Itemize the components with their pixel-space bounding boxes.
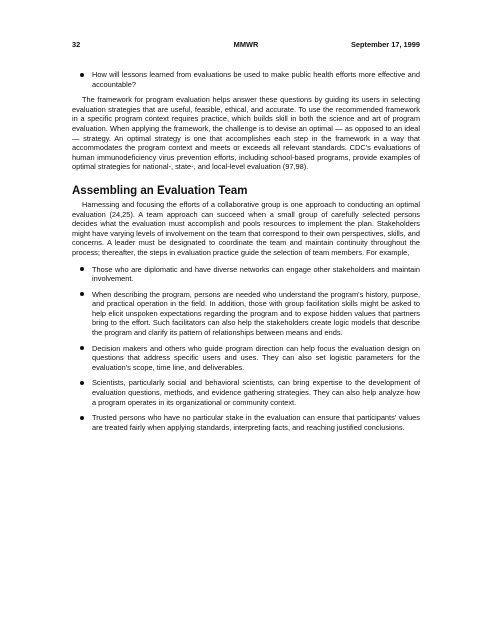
list-item-text: Scientists, particularly social and behavioral scientists, can bring expertise to the development of evaluation questions, methods, and evidence gathering strategies. They can also help analyze how a program operates in its organizational or community context. xyxy=(92,378,420,407)
list-item xyxy=(72,413,420,432)
list-item xyxy=(72,290,420,338)
issue-date: September 17, 1999 xyxy=(350,40,420,49)
bullet-icon xyxy=(80,416,84,420)
list-item xyxy=(72,70,420,89)
section-heading: Assembling an Evaluation Team xyxy=(72,184,248,197)
journal-name: MMWR xyxy=(233,40,259,49)
page-number: 32 xyxy=(72,40,81,49)
bullet-icon xyxy=(80,346,84,350)
body-text xyxy=(72,70,420,438)
bullet-icon xyxy=(80,267,84,271)
bullet-icon xyxy=(80,73,84,77)
paragraph: Harnessing and focusing the efforts of a collaborative group is one approach to conducting an optimal evaluation (24,25). A team approach can succeed when a small group of carefully selected persons decides what the evaluation must accomplish and pools resources to implement the plan. Stakeholders might have varying levels of involvement on the team that correspond to their own perspectives, skills, and concerns. A leader must be designated to coordinate the team and maintain continuity throughout the process; thereafter, the steps in evaluation practice guide the selection of team members. For example, xyxy=(72,199,420,257)
list-item-text: Decision makers and others who guide program direction can help focus the evaluation design on questions that address specific users and uses. They can also set logistic parameters for the evaluation's scope, time line, and deliverables. xyxy=(92,343,420,372)
list-item xyxy=(72,378,420,407)
running-header xyxy=(72,40,420,50)
list-item-text: Those who are diplomatic and have diverse networks can engage other stakeholders and maintain involvement. xyxy=(92,264,420,284)
paragraph: The framework for program evaluation helps answer these questions by guiding its users in selecting evaluation strategies that are useful, feasible, ethical, and accurate. To use the recommended framework in a specific program context requires practice, which builds skill in both the science and art of program evaluation. When applying the framework, the challenge is to devise an optimal — as opposed to an ideal — strategy. An optimal strategy is one that accomplishes each step in the framework in a way that accommodates the program context and meets or exceeds all relevant standards. CDC's evaluations of human immunodeficiency virus prevention efforts, including school-based programs, provide examples of optimal strategies for national-, state-, and local-level evaluation (97,98). xyxy=(72,95,420,172)
bullet-icon xyxy=(80,292,84,296)
bullet-icon xyxy=(80,381,84,385)
list-item-text: How will lessons learned from evaluations be used to make public health efforts more effective and accountable? xyxy=(92,70,420,89)
list-item-text: Trusted persons who have no particular stake in the evaluation can ensure that participants' values are treated fairly when applying standards, interpreting facts, and reaching justified conclusions. xyxy=(92,413,420,432)
list-item-text: When describing the program, persons are needed who understand the program's history, purpose, and practical operation in the field. In addition, those with group facilitation skills might be asked to help elicit unspoken expectations regarding the program and to expose hidden values that partners bring to the effort. Such facilitators can also help the stakeholders create logic models that describe the program and clarify its pattern of relationships between means and ends. xyxy=(92,289,420,338)
list-item xyxy=(72,344,420,373)
list-item xyxy=(72,265,420,284)
